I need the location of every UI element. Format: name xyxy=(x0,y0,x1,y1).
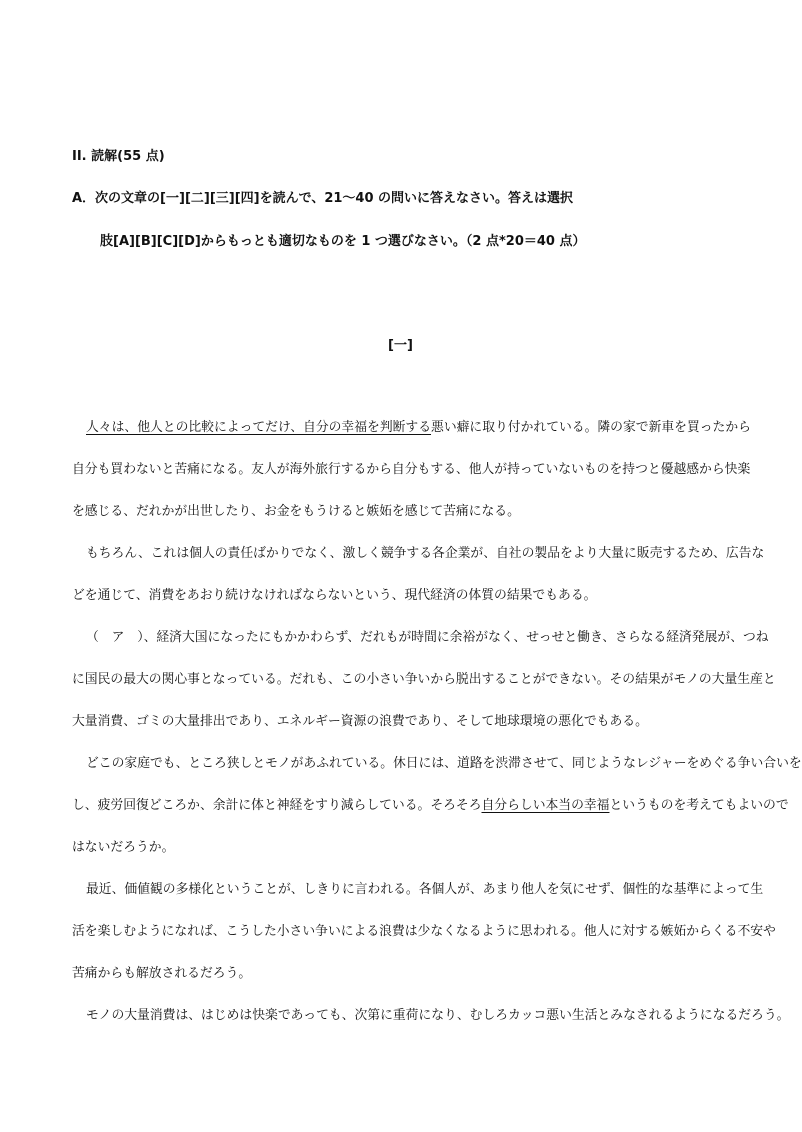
paragraph-line: どを通じて、消費をあおり続けなければならないという、現代経済の体質の結果でもある。 xyxy=(72,588,597,603)
text-span: というものを考えてもよいので xyxy=(609,798,789,813)
underlined-phrase: 人々は、他人との比較によってだけ、自分の幸福を判断する xyxy=(86,420,432,435)
paragraph-line: 自分も買わないと苦痛になる。友人が海外旅行するから自分もする、他人が持っていないものを持つと優越感から快楽 xyxy=(72,462,751,477)
paragraph-line: どこの家庭でも、ところ狭しとモノがあふれている。休日には、道路を渋滞させて、同じようなレジャーをめぐる争い合いを xyxy=(86,756,802,771)
text-span: し、疲労回復どころか、余計に体と神経をすり減らしている。そろそろ xyxy=(72,798,482,813)
paragraph-line: はないだろうか。 xyxy=(72,840,175,855)
passage-title: [一] xyxy=(388,338,413,353)
section-heading: II. 読解(55 点) xyxy=(72,149,165,164)
paragraph-line: 大量消費、ゴミの大量排出であり、エネルギー資源の浪費であり、そして地球環境の悪化でもある。 xyxy=(72,714,648,729)
paragraph-line: （ ア ）、経済大国になったにもかかわらず、だれもが時間に余裕がなく、せっせと働き、さらなる経済発展が、つね xyxy=(86,630,769,645)
paragraph-line: 苦痛からも解放されるだろう。 xyxy=(72,966,252,981)
paragraph-line: 最近、価値観の多様化ということが、しきりに言われる。各個人が、あまり他人を気にせず、個性的な基準によって生 xyxy=(86,882,764,897)
text-span: 悪い癖に取り付かれている。隣の家で新車を買ったから xyxy=(431,420,751,435)
paragraph-line: もちろん、これは個人の責任ばかりでなく、激しく競争する各企業が、自社の製品をより大量に販売するため、広告な xyxy=(86,546,765,561)
paragraph-line: を感じる、だれかが出世したり、お金をもうけると嫉妬を感じて苦痛になる。 xyxy=(72,504,520,519)
paragraph-line: 活を楽しむようになれば、こうした小さい争いによる浪費は少なくなるように思われる。他人に対する嫉妬からくる不安や xyxy=(72,924,776,939)
instructions-line-2: 肢[A][B][C][D]からもっとも適切なものを 1 つ選びなさい。（2 点*20＝40 点） xyxy=(100,234,586,249)
paragraph-line xyxy=(86,418,751,438)
paragraph-line xyxy=(72,796,789,816)
underlined-phrase: 自分らしい本当の幸福 xyxy=(481,798,610,813)
instructions-line-1: A．次の文章の[一][二][三][四]を読んで、21～40 の問いに答えなさい。答えは選択 xyxy=(72,191,574,206)
paragraph-line: に国民の最大の関心事となっている。だれも、この小さい争いから脱出することができない。その結果がモノの大量生産と xyxy=(72,672,776,687)
paragraph-line: モノの大量消費は、はじめは快楽であっても、次第に重荷になり、むしろカッコ悪い生活とみなされるようになるだろう。 xyxy=(86,1008,790,1023)
